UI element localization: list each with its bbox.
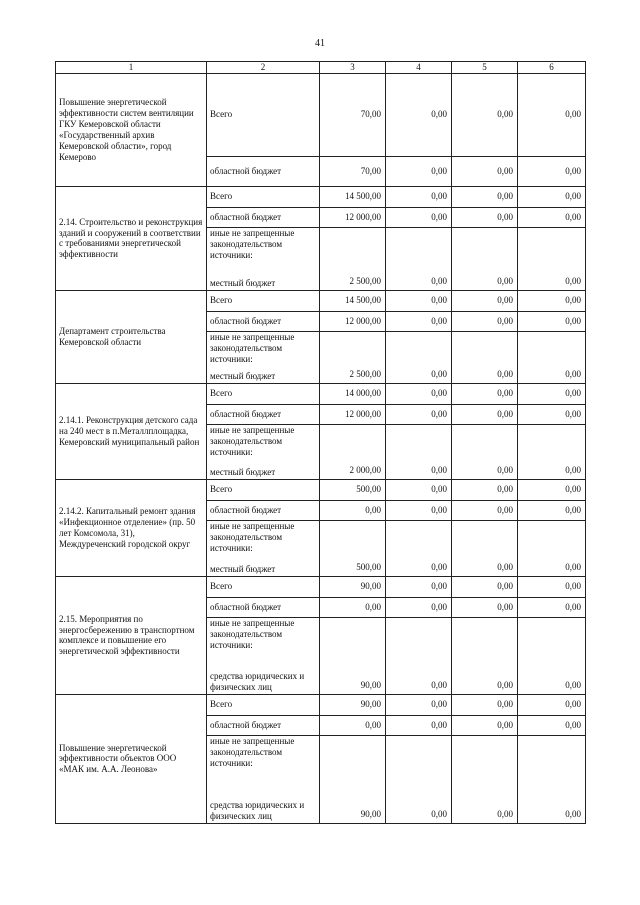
source-cell: областной бюджет: [207, 311, 320, 331]
value-cell: 2 000,00: [320, 424, 386, 479]
value-cell: 0,00: [518, 331, 586, 383]
value-cell: 2 500,00: [320, 331, 386, 383]
source-cell: [207, 735, 320, 823]
value-cell: 0,00: [518, 73, 586, 156]
value-cell: 70,00: [320, 156, 386, 186]
value-cell: 0,00: [386, 500, 452, 520]
value-cell: 500,00: [320, 520, 386, 576]
header-cell: 5: [452, 62, 518, 74]
source-cell: Всего: [207, 694, 320, 715]
value-cell: 0,00: [452, 311, 518, 331]
value-cell: 0,00: [452, 479, 518, 500]
table-row: [56, 383, 586, 404]
section-name-cell: 2.15. Мероприятия по энергосбережению в транспортном комплексе и повышение его энергетической эффективности: [56, 576, 207, 694]
table-row: [56, 576, 586, 597]
value-cell: 0,00: [518, 479, 586, 500]
value-cell: 0,00: [386, 156, 452, 186]
source-cell: Всего: [207, 186, 320, 207]
value-cell: 0,00: [452, 207, 518, 227]
value-cell: 2 500,00: [320, 227, 386, 290]
value-cell: 0,00: [452, 383, 518, 404]
value-cell: 0,00: [518, 311, 586, 331]
header-row: [56, 62, 586, 74]
value-cell: 12 000,00: [320, 311, 386, 331]
value-cell: 12 000,00: [320, 404, 386, 424]
source-cell: областной бюджет: [207, 156, 320, 186]
value-cell: 90,00: [320, 576, 386, 597]
source-label: иные не запрещенные законодательством источники:: [210, 735, 295, 768]
source-cell: областной бюджет: [207, 500, 320, 520]
source-cell: Всего: [207, 73, 320, 156]
page-number: 41: [315, 38, 325, 49]
value-cell: 0,00: [320, 597, 386, 617]
table-row: [56, 186, 586, 207]
value-cell: 0,00: [452, 331, 518, 383]
value-cell: 0,00: [386, 207, 452, 227]
value-cell: 0,00: [386, 715, 452, 735]
section-name-cell: Повышение энергетической эффективности систем вентиляции ГКУ Кемеровской области «Государственный архив Кемеровской области», город Кемерово: [56, 73, 207, 186]
source-sub-label: местный бюджет: [210, 467, 276, 477]
source-cell: [207, 331, 320, 383]
header-cell: 4: [386, 62, 452, 74]
value-cell: 0,00: [518, 290, 586, 311]
section-name-cell: 2.14. Строительство и реконструкция зданий и сооружений в соответствии с требованиями энергетической эффективности: [56, 186, 207, 290]
section-name-cell: Повышение энергетической эффективности объектов ООО «МАК им. А.А. Леонова»: [56, 694, 207, 823]
source-cell: Всего: [207, 479, 320, 500]
table-row: [56, 73, 586, 156]
value-cell: 0,00: [518, 404, 586, 424]
value-cell: 12 000,00: [320, 207, 386, 227]
value-cell: 0,00: [386, 404, 452, 424]
value-cell: 0,00: [452, 404, 518, 424]
value-cell: 0,00: [386, 311, 452, 331]
value-cell: 0,00: [518, 715, 586, 735]
header-cell: 1: [56, 62, 207, 74]
value-cell: 0,00: [386, 186, 452, 207]
source-label: иные не запрещенные законодательством источники:: [210, 617, 295, 650]
value-cell: 0,00: [386, 597, 452, 617]
table-row: [56, 290, 586, 311]
value-cell: 0,00: [452, 520, 518, 576]
source-sub-label: местный бюджет: [210, 278, 276, 288]
value-cell: 0,00: [386, 331, 452, 383]
value-cell: 0,00: [518, 500, 586, 520]
value-cell: 0,00: [452, 500, 518, 520]
value-cell: 0,00: [518, 735, 586, 823]
section-name-cell: 2.14.2. Капитальный ремонт здания «Инфекционное отделение» (пр. 50 лет Комсомола, 31), Междуреченский городской округ: [56, 479, 207, 576]
source-cell: областной бюджет: [207, 207, 320, 227]
value-cell: 90,00: [320, 694, 386, 715]
source-cell: Всего: [207, 383, 320, 404]
source-cell: Всего: [207, 576, 320, 597]
source-cell: [207, 617, 320, 694]
value-cell: 0,00: [320, 715, 386, 735]
source-label: иные не запрещенные законодательством источники:: [210, 331, 295, 364]
source-cell: областной бюджет: [207, 715, 320, 735]
section-name-cell: Департамент строительства Кемеровской области: [56, 290, 207, 383]
source-sub-label: средства юридических и физических лиц: [210, 800, 305, 821]
value-cell: 0,00: [452, 156, 518, 186]
value-cell: 90,00: [320, 617, 386, 694]
value-cell: 0,00: [518, 207, 586, 227]
source-cell: [207, 424, 320, 479]
value-cell: 0,00: [452, 576, 518, 597]
value-cell: 0,00: [452, 227, 518, 290]
source-sub-label: средства юридических и физических лиц: [210, 671, 305, 692]
source-label: иные не запрещенные законодательством источники:: [210, 424, 295, 457]
section-name-cell: 2.14.1. Реконструкция детского сада на 240 мест в п.Металлплощадка, Кемеровский муниципальный район: [56, 383, 207, 479]
value-cell: 0,00: [518, 186, 586, 207]
value-cell: 0,00: [518, 617, 586, 694]
value-cell: 0,00: [518, 383, 586, 404]
value-cell: 0,00: [518, 576, 586, 597]
table-row: [56, 479, 586, 500]
header-cell: 2: [207, 62, 320, 74]
value-cell: 0,00: [386, 479, 452, 500]
source-cell: [207, 227, 320, 290]
value-cell: 0,00: [518, 520, 586, 576]
value-cell: 0,00: [452, 73, 518, 156]
value-cell: 0,00: [518, 227, 586, 290]
value-cell: 500,00: [320, 479, 386, 500]
value-cell: 0,00: [452, 694, 518, 715]
source-label: иные не запрещенные законодательством источники:: [210, 520, 295, 553]
source-sub-label: местный бюджет: [210, 371, 276, 381]
source-cell: [207, 520, 320, 576]
value-cell: 0,00: [386, 735, 452, 823]
value-cell: 0,00: [452, 424, 518, 479]
funding-table: [55, 61, 586, 824]
source-cell: Всего: [207, 290, 320, 311]
value-cell: 90,00: [320, 735, 386, 823]
header-cell: 6: [518, 62, 586, 74]
value-cell: 0,00: [452, 186, 518, 207]
value-cell: 0,00: [386, 73, 452, 156]
header-cell: 3: [320, 62, 386, 74]
value-cell: 0,00: [386, 576, 452, 597]
value-cell: 0,00: [386, 617, 452, 694]
value-cell: 0,00: [386, 383, 452, 404]
source-cell: областной бюджет: [207, 404, 320, 424]
value-cell: 0,00: [518, 597, 586, 617]
source-cell: областной бюджет: [207, 597, 320, 617]
value-cell: 0,00: [518, 424, 586, 479]
value-cell: 14 500,00: [320, 186, 386, 207]
source-label: иные не запрещенные законодательством источники:: [210, 227, 295, 260]
value-cell: 0,00: [386, 694, 452, 715]
value-cell: 14 000,00: [320, 383, 386, 404]
value-cell: 0,00: [452, 735, 518, 823]
value-cell: 70,00: [320, 73, 386, 156]
value-cell: 14 500,00: [320, 290, 386, 311]
value-cell: 0,00: [452, 597, 518, 617]
table-row: [56, 694, 586, 715]
value-cell: 0,00: [386, 227, 452, 290]
value-cell: 0,00: [386, 424, 452, 479]
value-cell: 0,00: [452, 715, 518, 735]
value-cell: 0,00: [320, 500, 386, 520]
value-cell: 0,00: [386, 290, 452, 311]
value-cell: 0,00: [518, 156, 586, 186]
source-sub-label: местный бюджет: [210, 564, 276, 574]
value-cell: 0,00: [386, 520, 452, 576]
value-cell: 0,00: [452, 617, 518, 694]
value-cell: 0,00: [518, 694, 586, 715]
value-cell: 0,00: [452, 290, 518, 311]
